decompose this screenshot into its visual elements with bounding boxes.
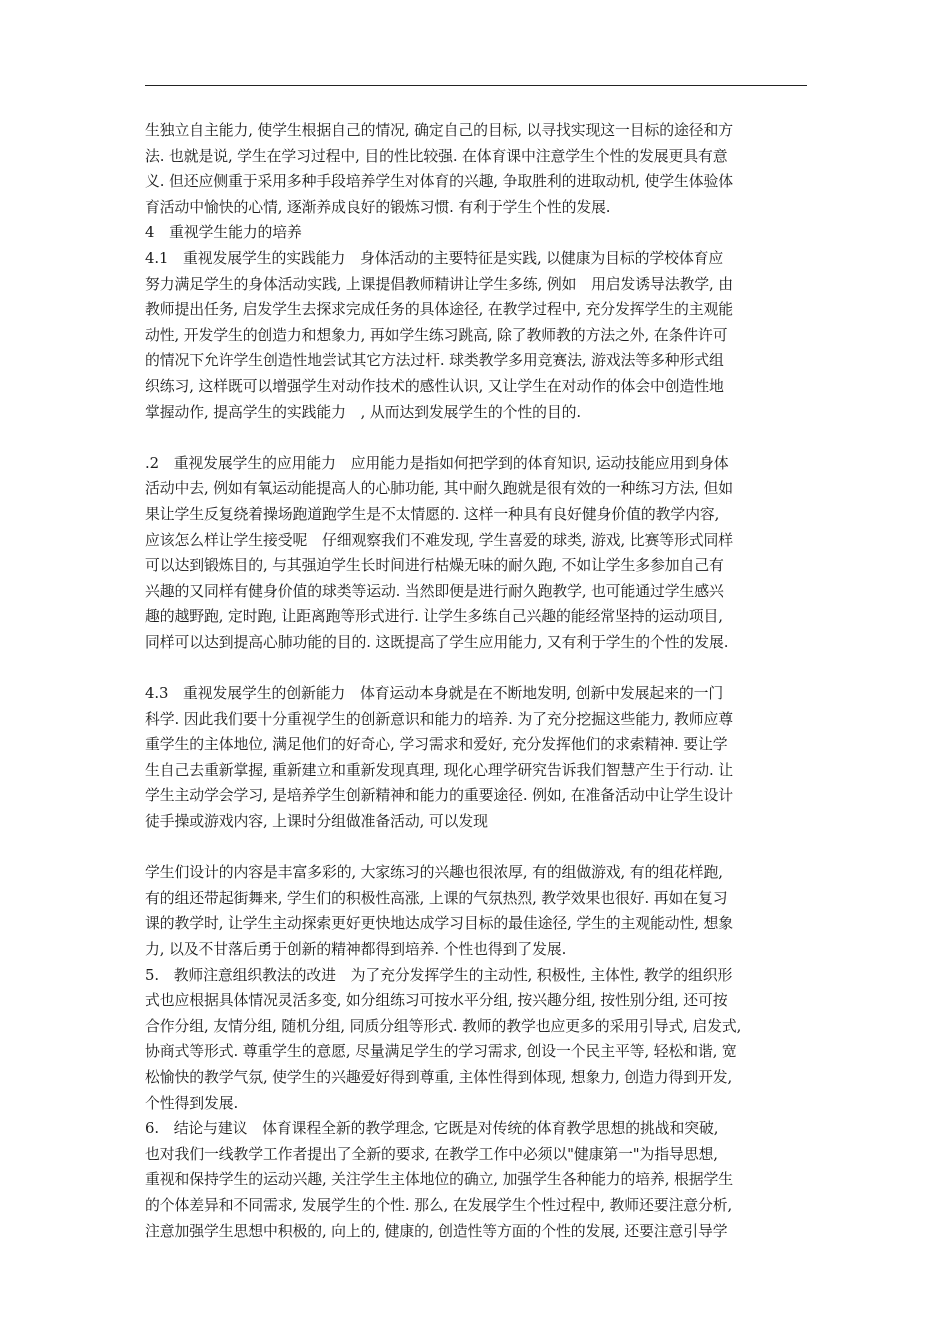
paragraph [145, 220, 813, 246]
text-line: 的个体差异和不同需求, 发展学生的个性. 那么, 在发展学生个性过程中, 教师还要注意分析, [145, 1195, 733, 1214]
paragraph-gap [145, 655, 813, 681]
paragraph [145, 118, 813, 220]
text-line: 同样可以达到提高心肺功能的目的. 这既提高了学生应用能力, 又有利于学生的个性的发展. [145, 632, 729, 651]
text-line: 织练习, 这样既可以增强学生对动作技术的感性认识, 又让学生在对动作的体会中创造性地 [145, 376, 724, 395]
text-line: 育活动中愉快的心情, 逐渐养成良好的锻炼习惯. 有利于学生个性的发展. [145, 197, 611, 216]
text-line: 努力满足学生的身体活动实践, 上课提倡教师精讲让学生多练, 例如 用启发诱导法教学, 由 [145, 274, 734, 293]
paragraph [145, 681, 813, 835]
text-line: .2 重视发展学生的应用能力 应用能力是指如何把学到的体育知识, 运动技能应用到身体 [145, 453, 729, 472]
text-line: 的情况下允许学生创造性地尝试其它方法过杆. 球类教学多用竞赛法, 游戏法等多种形式组 [145, 351, 724, 370]
text-line: 应该怎么样让学生接受呢 仔细观察我们不难发现, 学生喜爱的球类, 游戏, 比赛等形式同样 [145, 530, 734, 549]
text-line: 学生主动学会学习, 是培养学生创新精神和能力的重要途径. 例如, 在准备活动中让学生设计 [145, 786, 734, 805]
text-line: 义. 但还应侧重于采用多种手段培养学生对体育的兴趣, 争取胜利的进取动机, 使学生体验体 [145, 172, 734, 191]
text-line: 徒手操或游戏内容, 上课时分组做准备活动, 可以发现 [145, 812, 488, 831]
text-line: 生独立自主能力, 使学生根据自己的情况, 确定自己的目标, 以寻找实现这一目标的途径和方 [145, 121, 734, 139]
text-line: 式也应根据具体情况灵活多变, 如分组练习可按水平分组, 按兴趣分组, 按性别分组, 还可按 [145, 991, 728, 1010]
text-line: 重视和保持学生的运动兴趣, 关注学生主体地位的确立, 加强学生各种能力的培养, 根据学生 [145, 1170, 734, 1189]
paragraph [145, 451, 813, 656]
text-line: 可以达到锻炼目的, 与其强迫学生长时间进行枯燥无味的耐久跑, 不如让学生多参加自己有 [145, 556, 724, 575]
text-line: 协商式等形式. 尊重学生的意愿, 尽量满足学生的学习需求, 创设一个民主平等, 轻松和谐, 宽 [145, 1042, 737, 1061]
text-line: 动性, 开发学生的创造力和想象力, 再如学生练习跳高, 除了教师教的方法之外, 在条件许可 [145, 325, 728, 344]
document-body [145, 118, 813, 1244]
text-line: 生自己去重新掌握, 重新建立和重新发现真理, 现化心理学研究告诉我们智慧产生于行动. 让 [145, 760, 734, 779]
text-line: 学生们设计的内容是丰富多彩的, 大家练习的兴趣也很浓厚, 有的组做游戏, 有的组花样跑, [145, 863, 723, 882]
text-line: 科学. 因此我们要十分重视学生的创新意识和能力的培养. 为了充分挖掘这些能力, 教师应尊 [145, 709, 734, 728]
text-line: 重学生的主体地位, 满足他们的好奇心, 学习需求和爱好, 充分发挥他们的求索精神. 要让学 [145, 735, 728, 754]
text-line: 5. 教师注意组织教法的改进 为了充分发挥学生的主动性, 积极性, 主体性, 教学的组织形 [145, 965, 733, 984]
text-line: 松愉快的教学气氛, 使学生的兴趣爱好得到尊重, 主体性得到体现, 想象力, 创造力得到开发, [145, 1067, 733, 1086]
paragraph [145, 963, 813, 1117]
text-line: 掌握动作, 提高学生的实践能力 , 从而达到发展学生的个性的目的. [145, 402, 581, 421]
header-rule [145, 85, 807, 86]
text-line: 果让学生反复绕着操场跑道跑学生是不太情愿的. 这样一种具有良好健身价值的教学内容, [145, 504, 720, 523]
text-line: 合作分组, 友情分组, 随机分组, 同质分组等形式. 教师的教学也应更多的采用引导式, 启发式, [145, 1016, 742, 1035]
text-line: 注意加强学生思想中积极的, 向上的, 健康的, 创造性等方面的个性的发展, 还要注意引导学 [145, 1221, 728, 1240]
paragraph [145, 246, 813, 425]
text-line: 兴趣的又同样有健身价值的球类等运动. 当然即便是进行耐久跑教学, 也可能通过学生感兴 [145, 581, 724, 600]
text-line: 教师提出任务, 启发学生去探求完成任务的具体途径, 在教学过程中, 充分发挥学生的主观能 [145, 300, 734, 319]
text-line: 力, 以及不甘落后勇于创新的精神都得到培养. 个性也得到了发展. [145, 940, 567, 958]
text-line: 个性得到发展. [145, 1093, 239, 1112]
paragraph-gap [145, 835, 813, 861]
text-line: 6. 结论与建议 体育课程全新的教学理念, 它既是对传统的体育教学思想的挑战和突破, [145, 1119, 719, 1138]
text-line: 课的教学时, 让学生主动探索更好更快地达成学习目标的最佳途径, 学生的主观能动性, 想象 [145, 914, 734, 933]
paragraph [145, 1116, 813, 1244]
text-line: 也对我们一线教学工作者提出了全新的要求, 在教学工作中必须以"健康第一"为指导思想, [145, 1144, 718, 1163]
paragraph-gap [145, 425, 813, 451]
text-line: 趣的越野跑, 定时跑, 让距离跑等形式进行. 让学生多练自己兴趣的能经常坚持的运动项目, [145, 607, 723, 626]
text-line: 活动中去, 例如有氧运动能提高人的心肺功能, 其中耐久跑就是很有效的一种练习方法, 但如 [145, 479, 734, 498]
text-line: 4.3 重视发展学生的创新能力 体育运动本身就是在不断地发明, 创新中发展起来的一门 [145, 684, 724, 703]
text-line: 有的组还带起街舞来, 学生们的积极性高涨, 上课的气氛热烈, 教学效果也很好. 再如在复习 [145, 888, 728, 907]
paragraph [145, 860, 813, 962]
text-line: 法. 也就是说, 学生在学习过程中, 目的性比较强. 在体育课中注意学生个性的发展更具有意 [145, 146, 728, 165]
text-line: 4 重视学生能力的培养 [145, 223, 302, 242]
text-line: 4.1 重视发展学生的实践能力 身体活动的主要特征是实践, 以健康为目标的学校体育应 [145, 248, 724, 267]
